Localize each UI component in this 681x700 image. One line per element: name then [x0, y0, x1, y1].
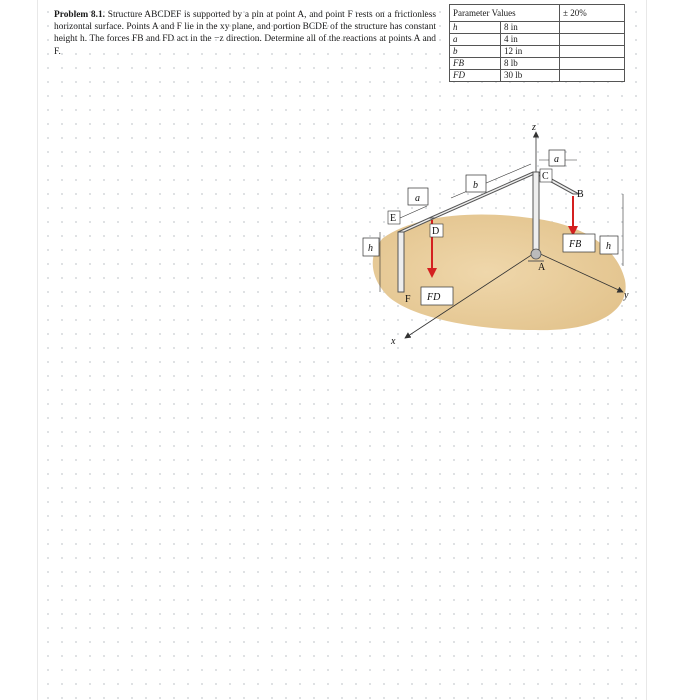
worksheet-page: [37, 0, 647, 700]
structure-diagram: [355, 120, 645, 350]
row-variation: [560, 22, 625, 34]
row-value: 8 lb: [501, 58, 560, 70]
row-value: 12 in: [501, 46, 560, 58]
problem-text: Structure ABCDEF is supported by a pin at point A, and point F rests on a frictionless horizontal surface. Points A and F lie in the xy plane, and portion BCDE of the structure has constant height h. The forces FB and FD act in the −z direction. Determine all of the reactions at points A and F.: [54, 10, 437, 57]
row-symbol: a: [450, 34, 501, 46]
point-c: C: [542, 171, 549, 182]
label-a-left: a: [415, 193, 420, 204]
table-row: [450, 34, 625, 46]
point-a: A: [538, 262, 546, 273]
row-value: 4 in: [501, 34, 560, 46]
label-fb: FB: [569, 239, 582, 250]
row-variation: [560, 70, 625, 82]
table-row: [450, 58, 625, 70]
label-h-right: h: [606, 241, 611, 252]
header-values: Values: [491, 7, 516, 18]
axis-x-label: x: [391, 336, 396, 347]
problem-statement: [54, 9, 436, 58]
row-variation: [560, 34, 625, 46]
point-e: E: [390, 213, 397, 224]
axis-z-label: z: [532, 122, 536, 133]
point-f: F: [405, 294, 411, 305]
header-parameter: Parameter: [453, 7, 490, 18]
point-b: B: [577, 189, 584, 200]
row-symbol: FB: [450, 58, 501, 70]
point-d: D: [432, 226, 440, 237]
table-header-row: [450, 5, 625, 22]
row-symbol: b: [450, 46, 501, 58]
axis-y-label: y: [624, 290, 629, 301]
parameter-table: [449, 4, 625, 82]
problem-label: Problem 8.1.: [54, 10, 105, 20]
row-value: 30 lb: [501, 70, 560, 82]
label-fd: FD: [427, 292, 441, 303]
row-variation: [560, 46, 625, 58]
table-header-parameter-values: [450, 5, 560, 22]
table-row: [450, 46, 625, 58]
row-symbol: h: [450, 22, 501, 34]
row-value: 8 in: [501, 22, 560, 34]
table-row: [450, 22, 625, 34]
floor-plane: [373, 214, 626, 330]
row-variation: [560, 58, 625, 70]
row-symbol: FD: [450, 70, 501, 82]
table-header-variation: ± 20%: [560, 5, 625, 22]
label-b: b: [473, 180, 478, 191]
dim-a-left: [400, 206, 427, 218]
label-a-right: a: [554, 154, 559, 165]
table-row: [450, 70, 625, 82]
member-ca: [533, 172, 539, 252]
member-ef: [398, 232, 404, 292]
label-h-left: h: [368, 243, 373, 254]
